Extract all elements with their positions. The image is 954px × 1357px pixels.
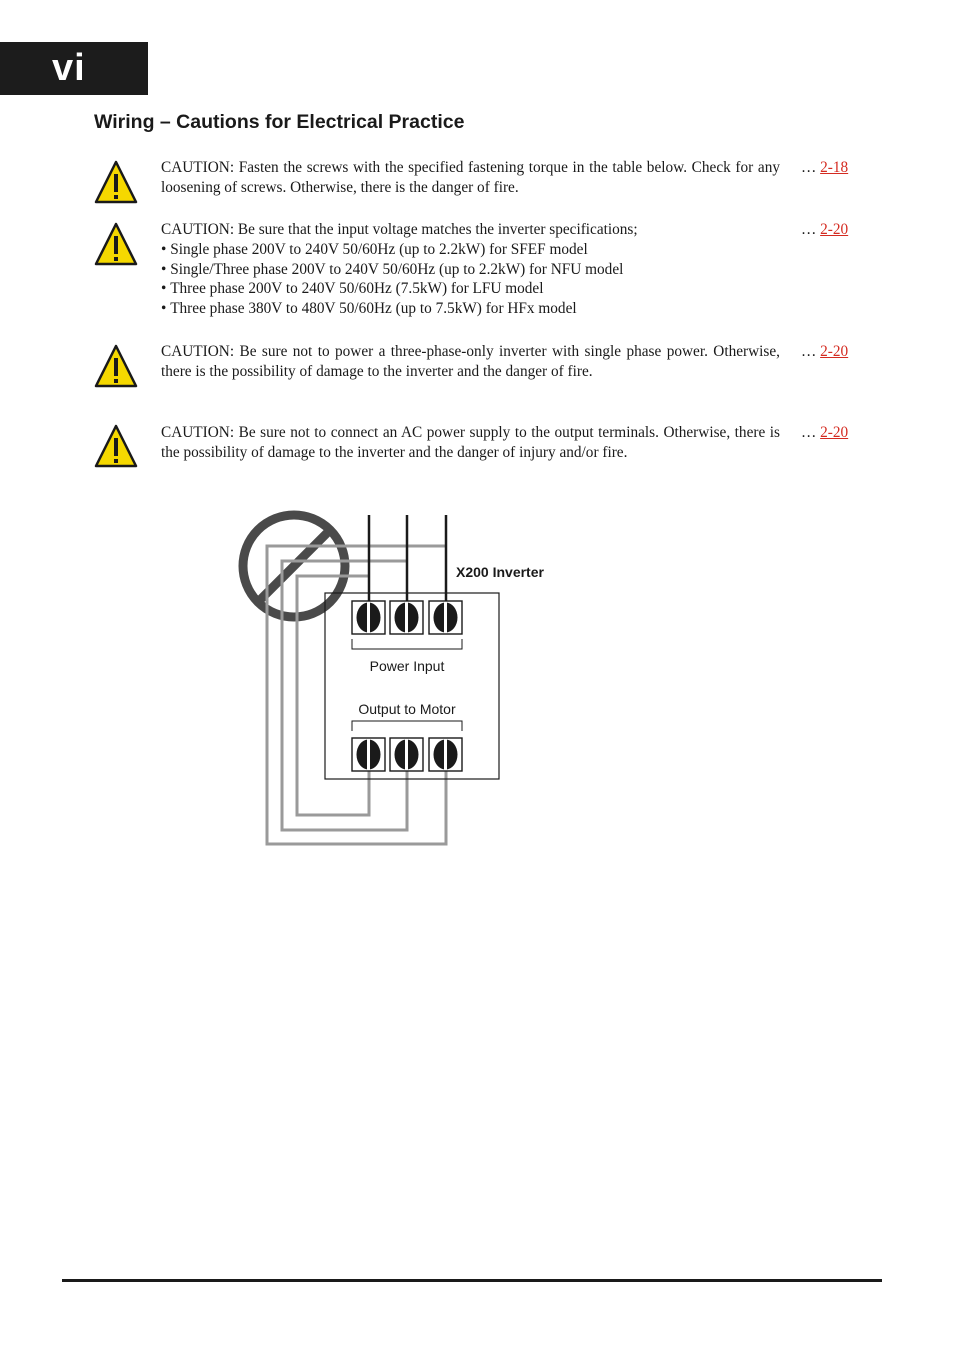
power-input-label: Power Input: [369, 658, 445, 674]
terminal: [390, 601, 423, 634]
prohibited-wiring: [267, 546, 446, 844]
caution-label: CAUTION: [161, 221, 230, 238]
warning-triangle-icon: [94, 424, 138, 468]
terminal: [352, 738, 385, 771]
caution-text: : Be sure not to power a three-phase-only inverter with single phase power. Otherwise, there is the possibility of damage to the inverter and the danger of fire.: [161, 343, 780, 380]
terminal: [390, 738, 423, 771]
inverter-label: X200 Inverter: [456, 564, 544, 580]
section-title: Wiring – Cautions for Electrical Practice: [94, 111, 465, 133]
power-supply-wires: [369, 515, 446, 601]
list-item: • Three phase 380V to 480V 50/60Hz (up to 7.5kW) for HFx model: [161, 299, 780, 319]
page-reference-link[interactable]: 2-20: [820, 424, 849, 441]
prohibition-icon: [243, 515, 345, 617]
caution-block-output-terminals: [161, 423, 780, 463]
caution-label: CAUTION: [161, 424, 230, 441]
terminal: [352, 601, 385, 634]
reference-2-20: … 2-20: [801, 424, 849, 441]
page-reference-link[interactable]: 2-20: [820, 343, 849, 360]
caution-label: CAUTION: [161, 343, 230, 360]
page-reference-link[interactable]: 2-20: [820, 221, 849, 238]
caution-block-input-voltage: [161, 220, 780, 319]
caution-text: : Be sure not to connect an AC power supply to the output terminals. Otherwise, there is the possibility of damage to the inverter and the danger of injury and/or fire.: [161, 424, 780, 461]
warning-triangle-icon: [94, 344, 138, 388]
terminal: [429, 738, 462, 771]
output-to-motor-label: Output to Motor: [358, 701, 456, 717]
reference-2-18: … 2-18: [801, 159, 849, 176]
caution-text: : Be sure that the input voltage matches the inverter specifications;: [229, 221, 638, 238]
reference-2-20: … 2-20: [801, 221, 849, 238]
list-item: • Single/Three phase 200V to 240V 50/60Hz (up to 2.2kW) for NFU model: [161, 260, 780, 280]
list-item: • Single phase 200V to 240V 50/60Hz (up to 2.2kW) for SFEF model: [161, 240, 780, 260]
caution-label: CAUTION: [161, 159, 230, 176]
list-item: • Three phase 200V to 240V 50/60Hz (7.5kW) for LFU model: [161, 279, 780, 299]
footer-rule: [62, 1279, 882, 1282]
voltage-spec-list: [161, 240, 780, 319]
caution-text: : Fasten the screws with the specified fastening torque in the table below. Check for any loosening of screws. Otherwise, there is the danger of fire.: [161, 159, 780, 196]
power-input-terminals: [352, 601, 462, 649]
terminal: [429, 601, 462, 634]
warning-triangle-icon: [94, 160, 138, 204]
caution-block-torque: [161, 158, 780, 198]
wiring-prohibition-diagram: [230, 505, 570, 855]
page-number-tab: vi: [0, 42, 148, 95]
caution-block-single-phase: [161, 342, 780, 382]
page-reference-link[interactable]: 2-18: [820, 159, 849, 176]
reference-2-20: … 2-20: [801, 343, 849, 360]
warning-triangle-icon: [94, 222, 138, 266]
output-terminals: [352, 721, 462, 771]
